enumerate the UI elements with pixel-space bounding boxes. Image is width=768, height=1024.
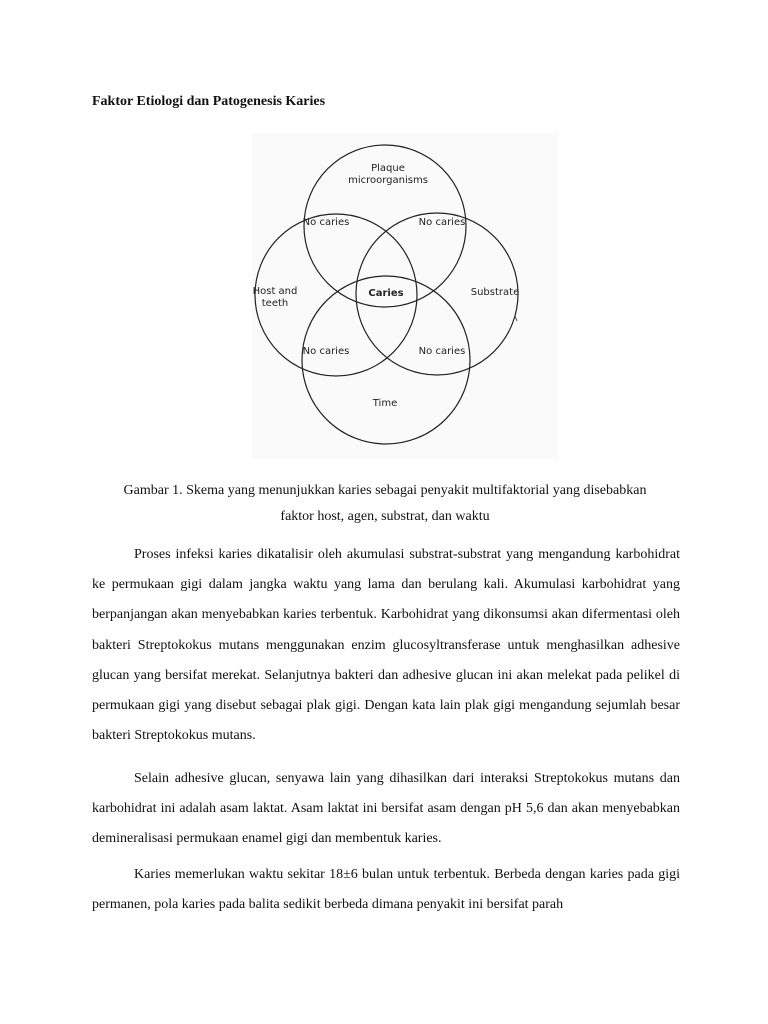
label-plaque-line2: microorganisms <box>348 175 428 186</box>
figure-caption <box>92 478 678 530</box>
paragraph-1-text: Proses infeksi karies dikatalisir oleh akumulasi substrat-substrat yang mengandung karbohidrat ke permukaan gigi dalam jangka waktu yang lama dan berulang kali. Akumulasi karbohidrat yang berpanjangan akan menyebabkan karies terbentuk. Karbohidrat yang dikonsumsi akan difermentasi oleh bakteri Streptokokus mutans menggunakan enzim glucosyltransferase untuk menghasilkan adhesive glucan yang bersifat merekat. Selanjutnya bakteri dan adhesive glucan ini akan melekat pada pelikel di permukaan gigi yang disebut sebagai plak gigi. Dengan kata lain plak gigi mengandung sejumlah besar bakteri Streptokokus mutans. <box>92 547 680 744</box>
label-host-line2: teeth <box>261 298 289 309</box>
label-no-caries-bottom-left: No caries <box>302 346 350 357</box>
caries-venn-diagram <box>252 133 558 459</box>
caption-line-1: Gambar 1. Skema yang menunjukkan karies sebagai penyakit multifaktorial yang disebabkan <box>123 483 647 498</box>
label-caries-center: Caries <box>368 288 404 299</box>
label-time: Time <box>372 398 398 409</box>
label-no-caries-bottom-right: No caries <box>418 346 466 357</box>
section-heading: Faktor Etiologi dan Patogenesis Karies <box>92 94 326 109</box>
label-no-caries-top-left: No caries <box>302 217 350 228</box>
paragraph-3 <box>92 860 680 920</box>
label-no-caries-top-right: No caries <box>418 217 466 228</box>
label-plaque-line1: Plaque <box>371 163 405 174</box>
paragraph-2 <box>92 764 680 855</box>
label-host-line1: Host and <box>252 286 298 297</box>
paragraph-3-text: Karies memerlukan waktu sekitar 18±6 bulan untuk terbentuk. Berbeda dengan karies pada gigi permanen, pola karies pada balita sedikit berbeda dimana penyakit ini bersifat parah <box>92 867 680 913</box>
paragraph-1 <box>92 540 680 751</box>
paragraph-2-text: Selain adhesive glucan, senyawa lain yang dihasilkan dari interaksi Streptokokus mutans dan karbohidrat ini adalah asam laktat. Asam laktat ini bersifat asam dengan pH 5,6 dan akan menyebabkan demineralisasi permukaan enamel gigi dan membentuk karies. <box>92 771 680 847</box>
caption-line-2: faktor host, agen, substrat, dan waktu <box>280 509 490 524</box>
label-substrate: Substrate <box>470 287 520 298</box>
